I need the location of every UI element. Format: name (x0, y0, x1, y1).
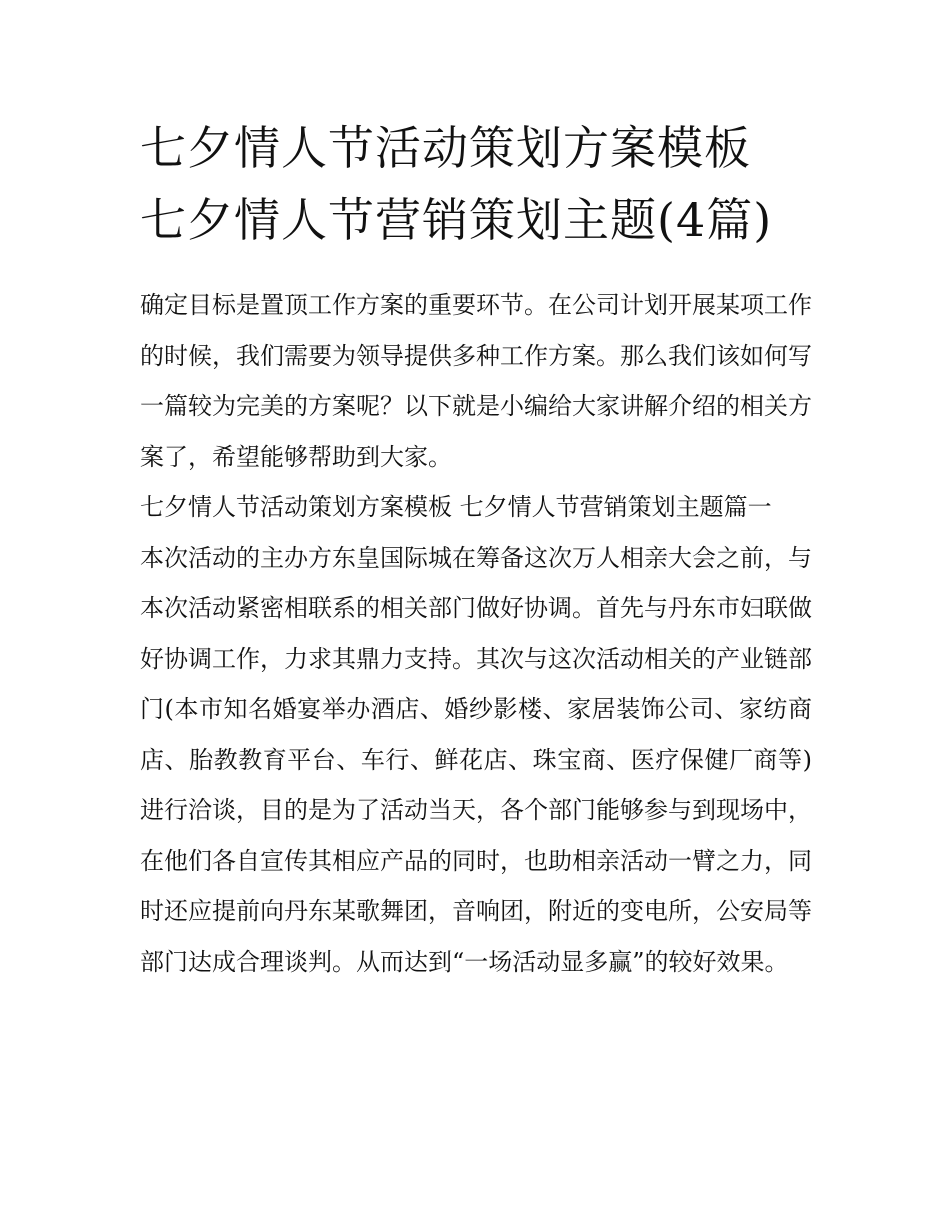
document-page (140, 112, 812, 987)
intro-paragraph: 确定目标是置顶工作方案的重要环节。在公司计划开展某项工作的时候，我们需要为领导提供多种工作方案。那么我们该如何写一篇较为完美的方案呢？以下就是小编给大家讲解介绍的相关方案了，希望能够帮助到大家。 (140, 291, 812, 471)
document-title: 七夕情人节活动策划方案模板 七夕情人节营销策划主题(4篇) (140, 121, 773, 247)
section-heading: 七夕情人节活动策划方案模板 七夕情人节营销策划主题篇一 (140, 493, 772, 521)
body-paragraph: 本次活动的主办方东皇国际城在筹备这次万人相亲大会之前，与本次活动紧密相联系的相关部门做好协调。首先与丹东市妇联做好协调工作，力求其鼎力支持。其次与这次活动相关的产业链部门(本市知名婚宴举办酒店、婚纱影楼、家居装饰公司、家纺商店、胎教教育平台、车行、鲜花店、珠宝商、医疗保健厂商等)进行洽谈，目的是为了活动当天，各个部门能够参与到现场中，在他们各自宣传其相应产品的同时，也助相亲活动一臂之力，同时还应提前向丹东某歌舞团，音响团，附近的变电所，公安局等部门达成合理谈判。从而达到“一场活动显多赢”的较好效果。 (140, 543, 812, 976)
